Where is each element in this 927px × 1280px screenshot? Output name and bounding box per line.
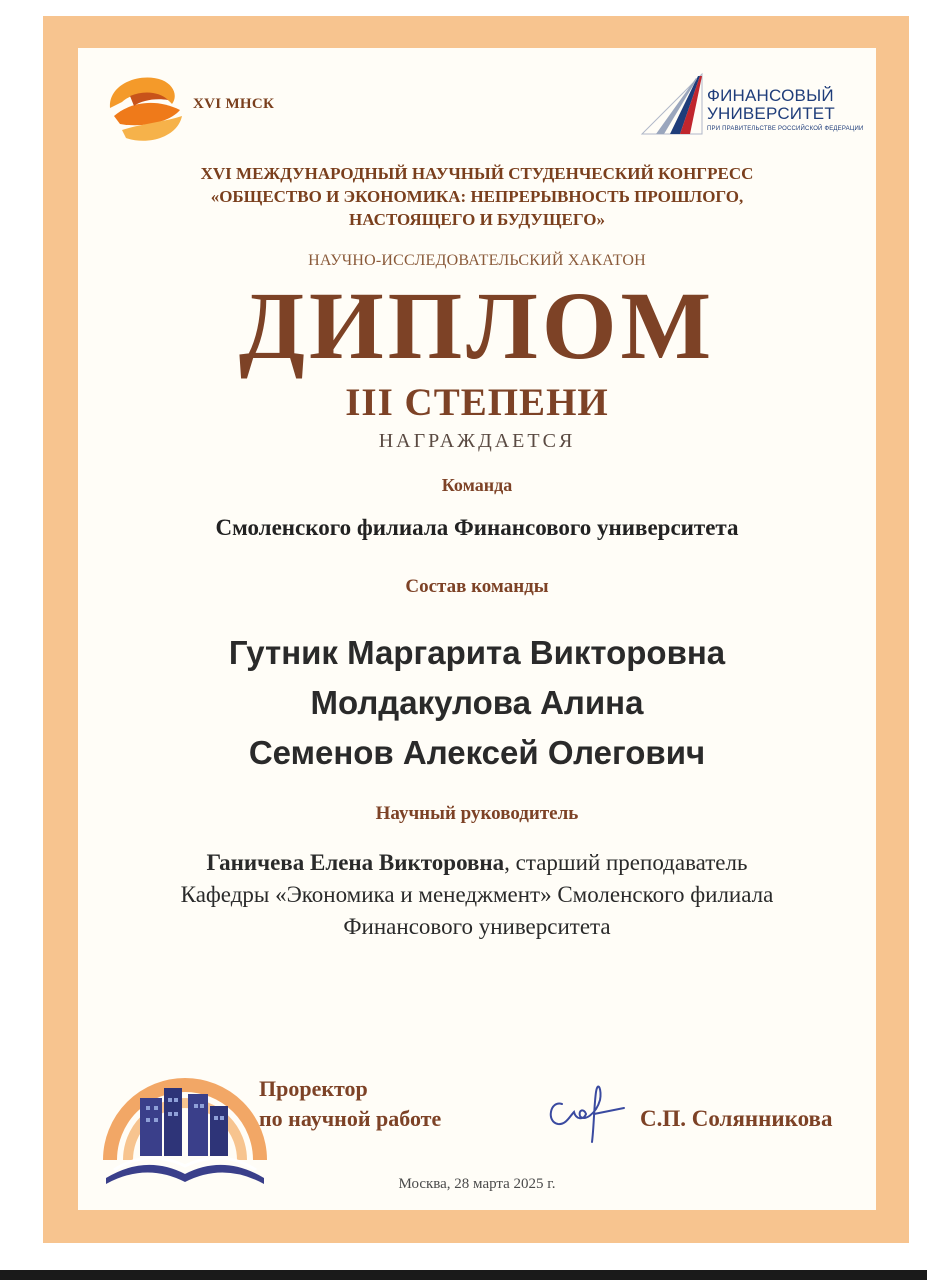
university-name-line1: ФИНАНСОВЫЙ [707,86,834,105]
team-name: Смоленского филиала Финансового университета [215,515,739,540]
congress-title-line1: XVI МЕЖДУНАРОДНЫЙ НАУЧНЫЙ СТУДЕНЧЕСКИЙ КОНГРЕСС [200,164,754,183]
supervisor-line1 [78,847,876,879]
team-label: Команда [441,475,513,495]
supervisor-details [78,847,876,943]
supervisor-line2: Кафедры «Экономика и менеджмент» Смоленского филиала [180,882,774,907]
university-subtitle: ПРИ ПРАВИТЕЛЬСТВЕ РОССИЙСКОЙ ФЕДЕРАЦИИ [707,126,864,132]
congress-title-line3: НАСТОЯЩЕГО И БУДУЩЕГО» [349,210,605,229]
city-book-emblem-icon [100,1050,270,1190]
diploma-title: ДИПЛОМ [238,272,716,379]
place-and-date: Москва, 28 марта 2025 г. [398,1176,556,1192]
handwritten-signature-icon [540,1070,630,1150]
congress-title [78,162,876,231]
congress-title-line2: «ОБЩЕСТВО И ЭКОНОМИКА: НЕПРЕРЫВНОСТЬ ПРОШЛОГО, [210,187,744,206]
signer-role [259,1074,441,1134]
university-name-line2: УНИВЕРСИТЕТ [707,104,835,123]
team-member: Семенов Алексей Олегович [248,734,706,771]
team-member: Молдакулова Алина [310,684,644,721]
congress-short-title: XVI МНСК [193,96,275,112]
mnsk-swirl-logo-icon [100,66,190,146]
team-members-list [78,628,876,778]
diploma-degree: III СТЕПЕНИ [345,381,609,424]
awarded-label: НАГРАЖДАЕТСЯ [378,430,576,452]
supervisor-name: Ганичева Елена Викторовна [206,850,505,875]
scan-bottom-edge [0,1270,927,1280]
supervisor-label: Научный руководитель [375,803,579,824]
team-member: Гутник Маргарита Викторовна [228,634,726,671]
signer-role-line2: по научной работе [259,1106,442,1131]
signer-role-line1: Проректор [259,1076,368,1101]
members-label: Состав команды [405,576,549,597]
supervisor-line3: Финансового университета [343,914,611,939]
signer-name: С.П. Солянникова [640,1106,833,1131]
event-name: НАУЧНО-ИССЛЕДОВАТЕЛЬСКИЙ ХАКАТОН [308,252,646,269]
supervisor-position: , старший преподаватель [504,850,748,875]
